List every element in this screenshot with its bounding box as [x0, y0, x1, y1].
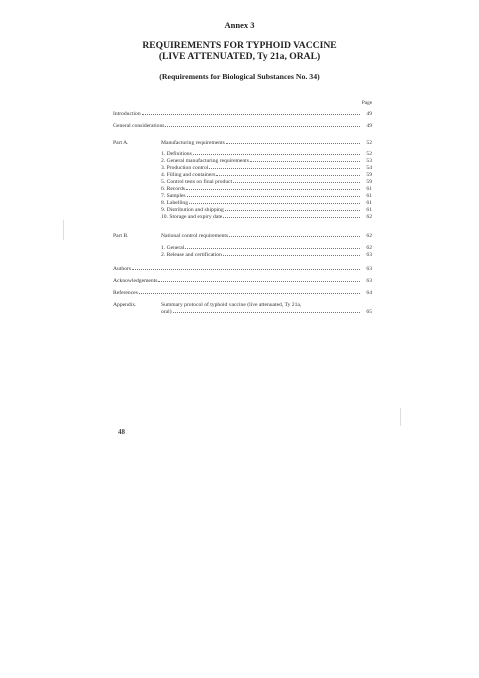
toc-entry-b1: 1. General 62 [161, 245, 372, 251]
toc-entry-a10: 10. Storage and expiry date 62 [161, 214, 372, 220]
toc-entry-introduction: Introduction 49 [113, 111, 372, 117]
toc-entry-references: References 64 [113, 290, 372, 296]
toc-entry-a9: 9. Distribution and shipping 61 [161, 207, 372, 213]
document-title [0, 40, 479, 62]
scan-edge-mark-left [63, 220, 64, 240]
part-a-label: Part A. [113, 140, 129, 146]
toc-entry-general-considerations: General considerations 49 [113, 123, 372, 129]
page-number: 48 [118, 428, 125, 436]
part-b-label: Part B. [113, 233, 129, 239]
document-subtitle: (Requirements for Biological Substances No. 34) [159, 72, 320, 81]
toc-entry-a3: 3. Production control 54 [161, 165, 372, 171]
toc-entry-acknowledgements: Acknowledgements 63 [113, 278, 372, 284]
toc-entry-a4: 4. Filling and containers 59 [161, 172, 372, 178]
toc-entry-a8: 8. Labelling 61 [161, 200, 372, 206]
toc-entry-b2: 2. Release and certification 63 [161, 252, 372, 258]
toc-entry-a1: 1. Definitions 52 [161, 151, 372, 157]
page-column-heading: Page [361, 100, 372, 106]
toc-entry-a5: 5. Control tests on final product 59 [161, 179, 372, 185]
scan-edge-mark-right [400, 408, 401, 426]
annex-label: Annex 3 [224, 20, 255, 30]
title-line-2: (LIVE ATTENUATED, Ty 21a, ORAL) [158, 51, 321, 62]
toc-entry-authors: Authors 63 [113, 266, 372, 272]
title-line-1: REQUIREMENTS FOR TYPHOID VACCINE [142, 40, 337, 51]
toc-entry-appendix-line-1: Summary protocol of typhoid vaccine (live attenuated, Ty 21a, [161, 302, 302, 308]
toc-entry-a6: 6. Records 61 [161, 186, 372, 192]
toc-entry-a2: 2. General manufacturing requirements 53 [161, 158, 372, 164]
toc-entry-manufacturing-requirements: Manufacturing requirements 52 [161, 140, 372, 146]
appendix-label: Appendix. [113, 302, 137, 308]
toc-entry-appendix-line-2: oral) 65 [161, 309, 372, 315]
toc-entry-national-control: National control requirements 62 [161, 233, 372, 239]
toc-entry-a7: 7. Samples 61 [161, 193, 372, 199]
